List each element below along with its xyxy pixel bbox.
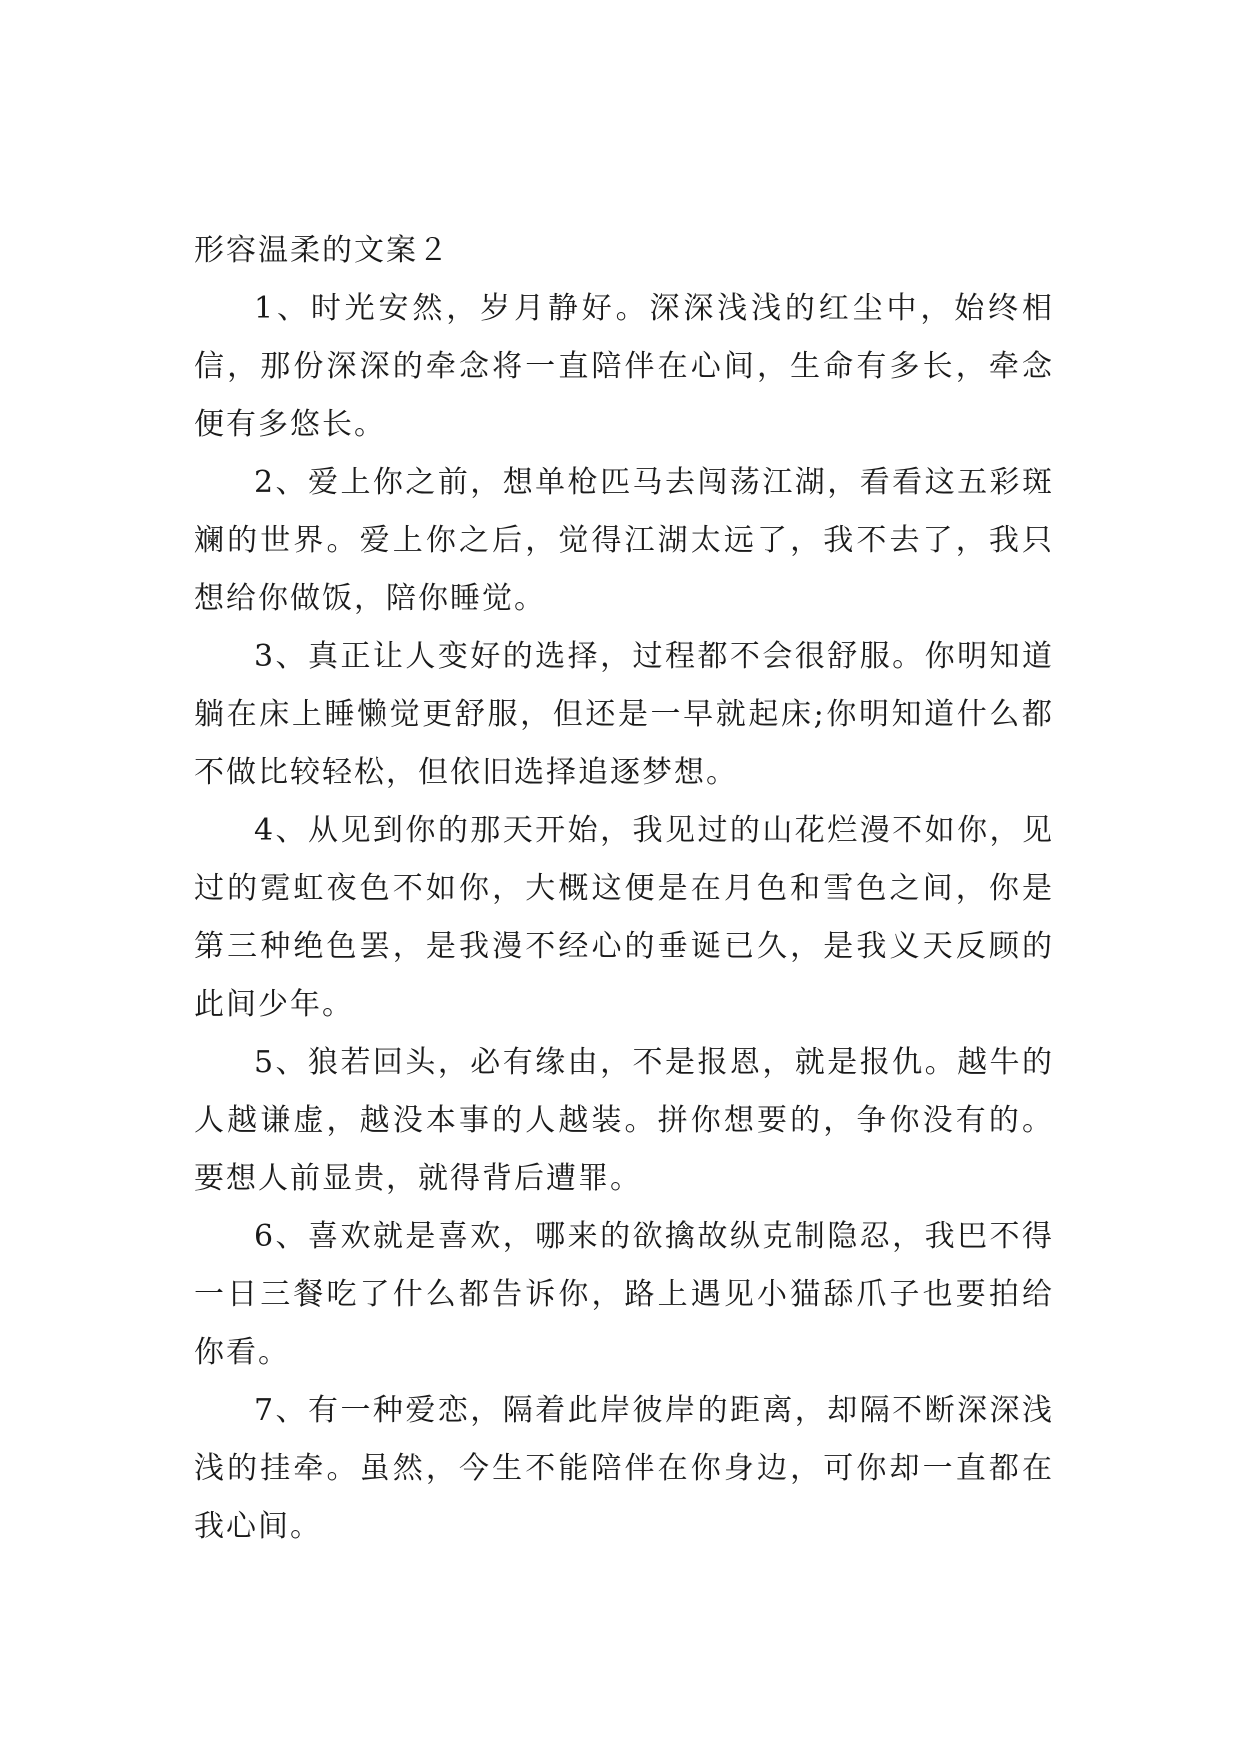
- paragraph-3: 3、真正让人变好的选择，过程都不会很舒服。你明知道躺在床上睡懒觉更舒服，但还是一早就起床;你明知道什么都不做比较轻松，但依旧选择追逐梦想。: [194, 639, 1054, 790]
- paragraph-2: 2、爱上你之前，想单枪匹马去闯荡江湖，看看这五彩斑斓的世界。爱上你之后，觉得江湖太远了，我不去了，我只想给你做饭，陪你睡觉。: [194, 465, 1054, 616]
- paragraph-6: 6、喜欢就是喜欢，哪来的欲擒故纵克制隐忍，我巴不得一日三餐吃了什么都告诉你，路上遇见小猫舔爪子也要拍给你看。: [194, 1219, 1054, 1370]
- paragraph-5: 5、狼若回头，必有缘由，不是报恩，就是报仇。越牛的人越谦虚，越没本事的人越装。拼你想要的，争你没有的。要想人前显贵，就得背后遭罪。: [194, 1045, 1054, 1196]
- paragraph-4: 4、从见到你的那天开始，我见过的山花烂漫不如你，见过的霓虹夜色不如你，大概这便是在月色和雪色之间，你是第三种绝色罢，是我漫不经心的垂诞已久，是我义天反顾的此间少年。: [194, 813, 1054, 1022]
- paragraph-7: 7、有一种爱恋，隔着此岸彼岸的距离，却隔不断深深浅浅的挂牵。虽然，今生不能陪伴在你身边，可你却一直都在我心间。: [194, 1393, 1054, 1544]
- document-title: 形容温柔的文案２: [194, 233, 450, 268]
- paragraph-1: 1、时光安然，岁月静好。深深浅浅的红尘中，始终相信，那份深深的牵念将一直陪伴在心间，生命有多长，牵念便有多悠长。: [194, 291, 1054, 442]
- document-page: [194, 222, 1054, 1556]
